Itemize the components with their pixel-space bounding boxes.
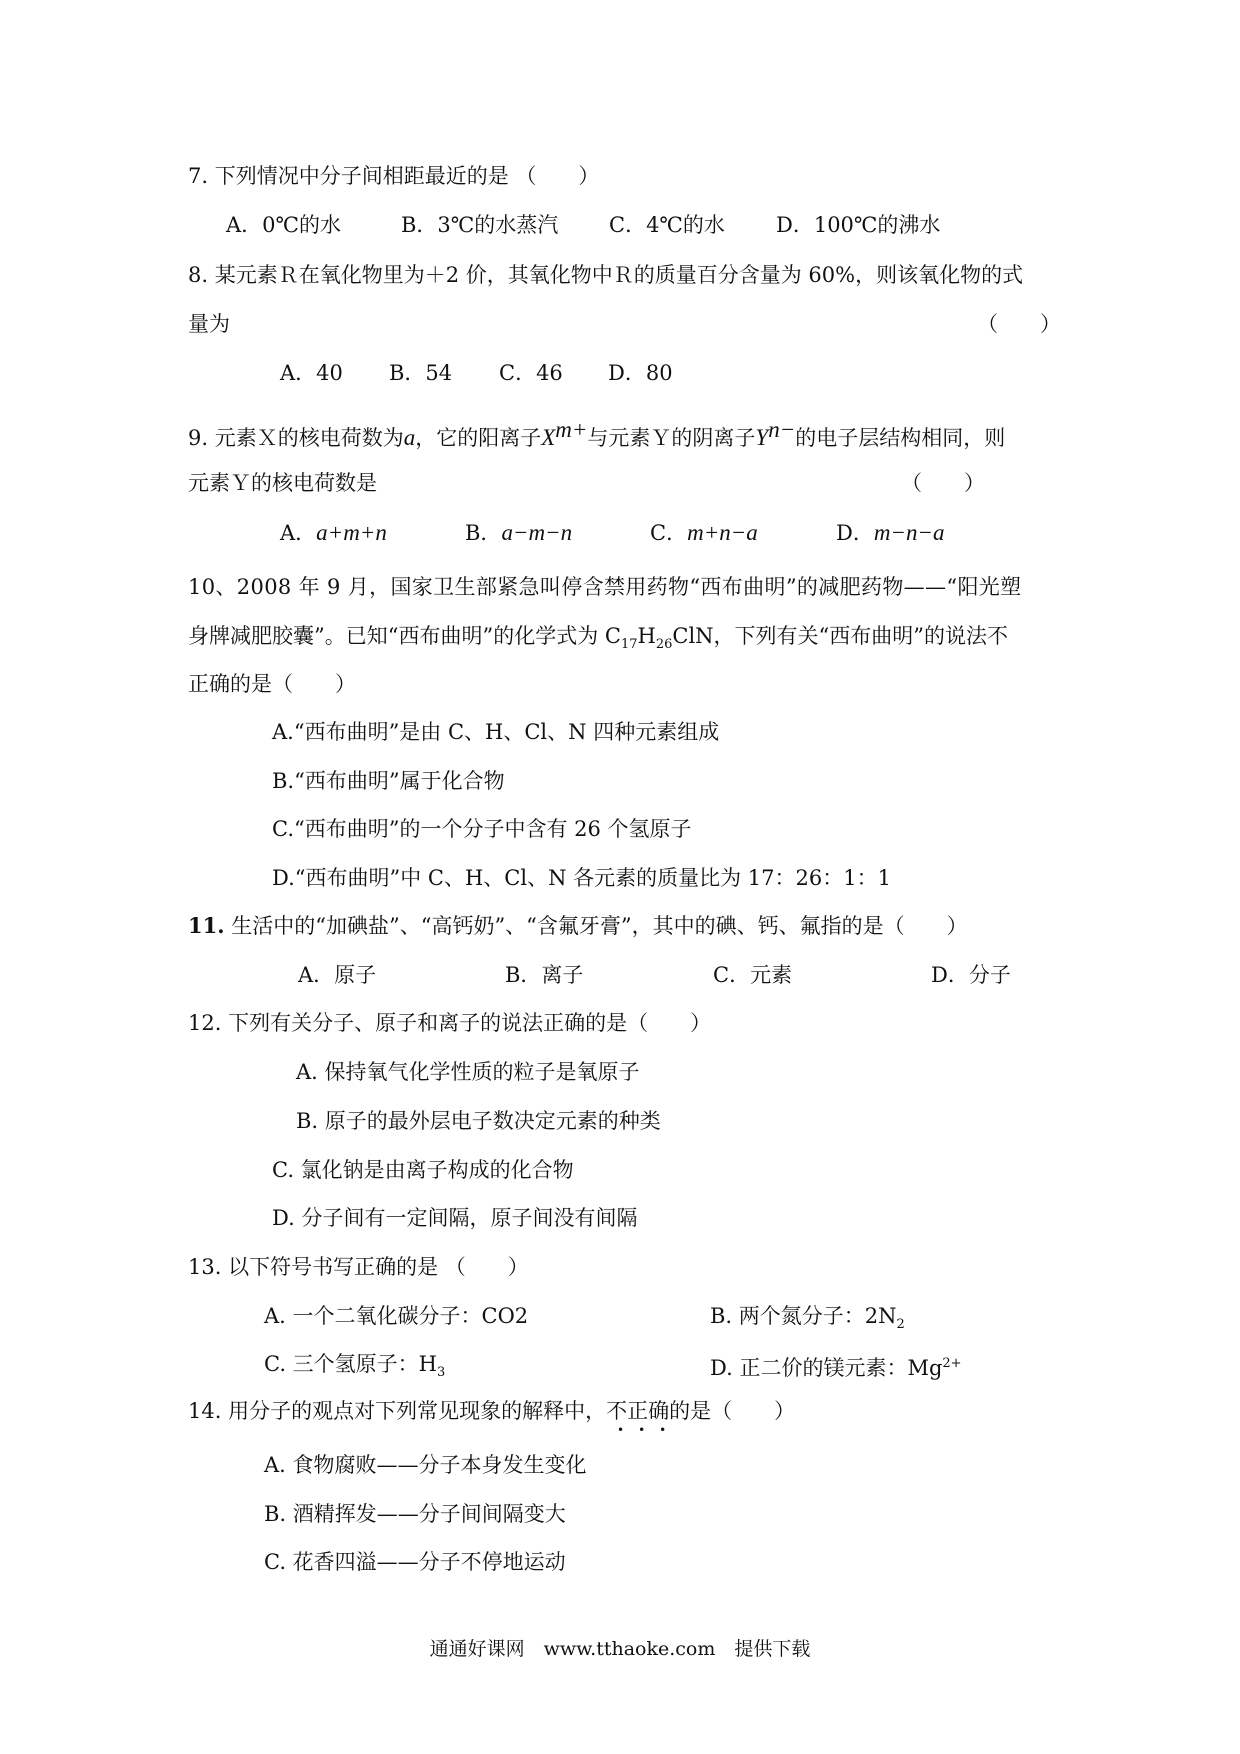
q7-option-b: B．3℃的水蒸汽 [401, 213, 559, 237]
q8-answer-paren: （ ） [977, 312, 1061, 336]
q9-stem-line2: 元素Ｙ的核电荷数是 [188, 471, 377, 495]
q12-option-c: C. 氯化钠是由离子构成的化合物 [272, 1158, 574, 1182]
q8-option-d: D．80 [608, 361, 673, 385]
q11-option-c: C．元素 [713, 963, 793, 987]
q10-sub-17: 17 [620, 637, 638, 653]
q13-option-b: B. 两个氮分子：$2N_2$ [710, 1304, 905, 1333]
page-footer: 通通好课网 www.tthaoke.com 提供下载 [429, 1638, 811, 1660]
q9-stem-part1: 9. 元素Ｘ的核电荷数为 [188, 426, 404, 450]
q9-option-b: B．a−m−n [465, 520, 573, 545]
q13-stem: 13. 以下符号书写正确的是 （ ） [188, 1255, 529, 1279]
q8-stem: 8. 某元素Ｒ在氧化物里为＋2 价，其氧化物中Ｒ的质量百分含量为 60%，则该氧化物的式 [188, 263, 1024, 287]
emphasis-dots: ••• [617, 1423, 681, 1437]
q9-var-a: a [403, 425, 416, 450]
q9-option-c: C．m+n−a [650, 520, 758, 545]
q8-option-a: A．40 [280, 361, 343, 385]
q14-emphasis: 不正确 [606, 1399, 670, 1423]
q9-stem-part2: ，它的阳离子 [415, 426, 542, 450]
q10-stem-line1: 10、2008 年 9 月，国家卫生部紧急叫停含禁用药物“西布曲明”的减肥药物——“阳光塑 [188, 575, 1022, 599]
q9-ion-y-charge: n− [768, 417, 796, 442]
q10-sub-26: 26 [655, 637, 673, 653]
q9-option-a: A．a+m+n [280, 520, 387, 545]
q7-option-d: D．100℃的沸水 [776, 213, 941, 237]
q9-stem-part3: 与元素Ｙ的阴离子 [587, 426, 756, 450]
q9-ion-y: Y [755, 425, 769, 450]
q11-stem: 11. 生活中的“加碘盐”、“高钙奶”、“含氟牙膏”，其中的碘、钙、氟指的是（ ） [188, 913, 968, 938]
q13-option-a: A. 一个二氧化碳分子：CO2 [264, 1304, 529, 1328]
q10-option-a: A.“西布曲明”是由 C、H、Cl、N 四种元素组成 [272, 720, 720, 744]
q9-stem [188, 416, 1005, 452]
q11-option-d: D．分子 [931, 963, 1011, 987]
q8-option-b: B．54 [389, 361, 453, 385]
q11-number: 11. [188, 913, 225, 938]
q10-option-c: C.“西布曲明”的一个分子中含有 26 个氢原子 [272, 817, 692, 841]
q13-option-c: C. 三个氢原子：$H_3$ [264, 1352, 446, 1381]
q12-option-b: B. 原子的最外层电子数决定元素的种类 [296, 1109, 661, 1133]
q10-option-b: B.“西布曲明”属于化合物 [272, 769, 505, 793]
q14-option-b: B. 酒精挥发——分子间间隔变大 [264, 1502, 566, 1526]
q7-option-c: C．4℃的水 [609, 213, 725, 237]
q11-option-a: A．原子 [298, 963, 377, 987]
q8-option-c: C．46 [499, 361, 563, 385]
q11-option-b: B．离子 [505, 963, 584, 987]
q8-stem-line2: 量为 [188, 312, 230, 336]
q7-option-a: A．0℃的水 [226, 213, 342, 237]
q9-option-d: D．m−n−a [836, 520, 945, 545]
q12-option-a: A. 保持氧气化学性质的粒子是氧原子 [296, 1060, 640, 1084]
q10-stem-line2: 身牌减肥胶囊”。已知“西布曲明”的化学式为 $C_{17}H_{26}ClN$，下列有关“西布曲明”的说法不 [188, 624, 1009, 653]
q9-stem-part4: 的电子层结构相同，则 [795, 426, 1006, 450]
q9-ion-x-charge: m+ [555, 417, 588, 442]
q9-ion-x: X [541, 425, 556, 450]
q12-stem: 12. 下列有关分子、原子和离子的说法正确的是（ ） [188, 1011, 712, 1035]
q14-option-c: C. 花香四溢——分子不停地运动 [264, 1550, 566, 1574]
q9-answer-paren: （ ） [901, 471, 985, 495]
q7-stem: 7. 下列情况中分子间相距最近的是 （ ） [188, 164, 600, 188]
q10-stem-line3: 正确的是（ ） [188, 672, 356, 696]
q14-option-a: A. 食物腐败——分子本身发生变化 [264, 1453, 587, 1477]
q12-option-d: D. 分子间有一定间隔，原子间没有间隔 [272, 1206, 638, 1230]
q10-option-d: D.“西布曲明”中 C、H、Cl、N 各元素的质量比为 17：26：1：1 [272, 866, 891, 890]
q13-option-d: D. 正二价的镁元素：$Mg^{2+}$ [710, 1356, 962, 1380]
q14-stem: 14. 用分子的观点对下列常见现象的解释中，不正确的是（ ） [188, 1399, 796, 1423]
